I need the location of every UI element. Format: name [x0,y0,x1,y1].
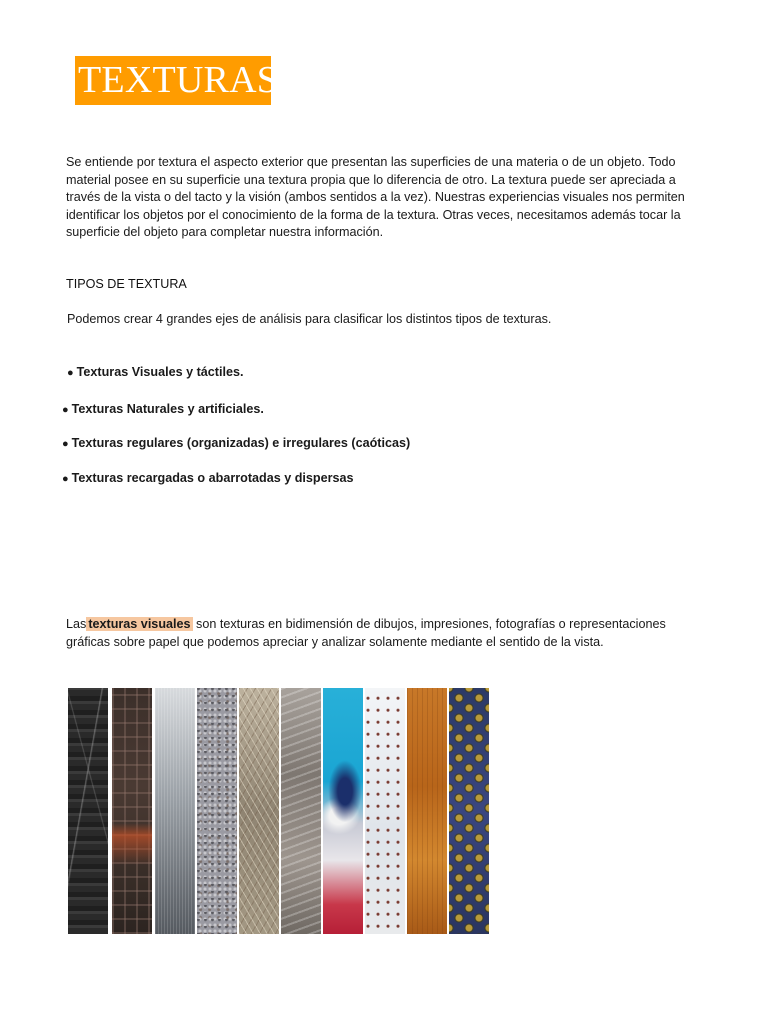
bullet-label: Texturas recargadas o abarrotadas y dispersas [71,471,354,485]
bullet-item [62,402,264,416]
dotted-leather-texture [449,688,489,934]
bullet-icon: ● [62,404,69,416]
page-title: TEXTURAS [75,56,271,105]
bullet-item [62,471,354,485]
texture-strips-image [68,688,489,934]
feather-texture [281,688,321,934]
dry-grass-texture [239,688,279,934]
bullet-item [62,436,410,450]
lead-paragraph: Podemos crear 4 grandes ejes de análisis para clasificar los distintos tipos de texturas. [67,312,552,326]
granite-texture [197,688,237,934]
bullet-icon: ● [62,438,69,450]
bullet-icon: ● [67,367,74,379]
dark-stone-texture [68,688,108,934]
bullet-item [67,365,244,379]
visual-prefix: Las [66,617,87,631]
section-heading: TIPOS DE TEXTURA [66,277,187,291]
bullet-label: Texturas Naturales y artificiales. [71,402,264,416]
blue-paint-texture [323,688,363,934]
visual-textures-paragraph [66,615,706,651]
rusty-grid-texture [112,688,152,934]
wood-grain-texture [407,688,447,934]
bullet-label: Texturas regulares (organizadas) e irregulares (caóticas) [71,436,411,450]
intro-paragraph: Se entiende por textura el aspecto exterior que presentan las superficies de una materia o de un objeto. Todo material posee en su superficie una textura propia que lo diferencia de otro. La textura puede ser apreciada a través de la vista o del tacto y la visión (ambos sentidos a la vez). Nuestras experiencias visuales nos permiten identificar los objetos por el conocimiento de la forma de la textura. Otras veces, necesitamos además tocar la superficie del objeto para completar nuestra información. [66,155,685,240]
white-wall-texture [365,688,405,934]
highlighted-term: texturas visuales [88,617,191,631]
visual-text: son texturas en bidimensión de dibujos, impresiones, fotografías o representaciones gráficas sobre papel que podemos apreciar y analizar solamente mediante el sentido de la vista. [66,617,666,649]
bullet-icon: ● [62,473,69,485]
bullet-label: Texturas Visuales y táctiles. [76,365,244,379]
brushed-metal-texture [155,688,195,934]
